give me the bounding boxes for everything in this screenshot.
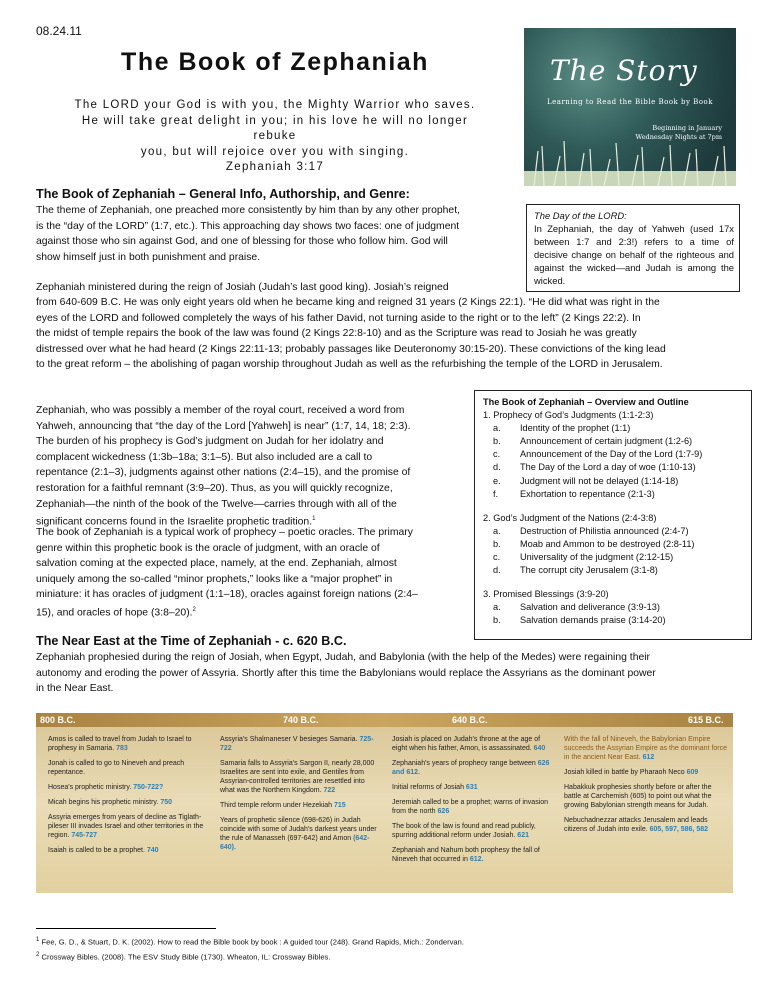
timeline-event [392, 846, 552, 864]
text-line: complacent wickedness (1:3b–18a; 3:1–5). But also included are a call to [36, 451, 373, 463]
footnote-text: Crossway Bibles. (2008). The ESV Study Bible (1730). Wheaton, IL: Crossway Bibles. [41, 952, 331, 962]
outline-section [483, 409, 743, 501]
text-line: repentance (2:1–3), judgments against other nations (2:4–15), and the promise of [36, 467, 411, 479]
text-line: salvation coming at the expected place, namely, at the end. Zephaniah, almost [36, 558, 397, 570]
timeline-event [220, 816, 380, 852]
event-date: 609 [686, 769, 699, 776]
outline-item [483, 601, 743, 614]
item-text: Identity of the prophet (1:1) [520, 423, 631, 434]
timeline-event [392, 822, 552, 840]
event-text: Habakkuk prophesies shortly before or after the battle at Carchemish (605) to point out what the growing Babylonian strength means for Judah. [564, 784, 712, 809]
timeline-year: 740 B.C. [283, 715, 319, 725]
outline-section [483, 588, 743, 627]
event-text: Josiah is placed on Judah's throne at the age of eight when his father, Amon, is assassinated. [392, 736, 541, 752]
outline-item [483, 448, 743, 461]
box-title: The Day of the LORD: [534, 210, 627, 221]
footnote-ref: 1 [312, 516, 316, 523]
item-letter: b. [493, 436, 501, 447]
item-letter: b. [493, 538, 501, 549]
timeline-event [48, 735, 206, 753]
item-letter: c. [493, 552, 501, 563]
event-text: Zephaniah and Nahum both prophesy the fall of Nineveh that occurred in [392, 847, 540, 863]
text-line: autonomy and eroding the power of Assyria. Shortly after this time the Babylonians would replace the Assyrians as the dominant power [36, 667, 656, 679]
event-date: 783 [116, 745, 128, 752]
event-date: 745-727 [71, 832, 98, 839]
text-line: eyes of the LORD and followed completely the ways of his father David, not turning aside to the right or to the left” (2 Kings 22:2). In [36, 312, 641, 324]
event-text: Initial reforms of Josiah [392, 784, 466, 791]
item-letter: c. [493, 449, 501, 460]
item-text: Announcement of certain judgment (1:2-6) [520, 436, 693, 447]
event-text: Amos is called to travel from Judah to Israel to prophesy in Samaria. [48, 736, 192, 752]
paragraph-josiah-first-line: Zephaniah ministered during the reign of Josiah (Judah’s last good king). Josiah’s reigned [36, 282, 449, 293]
timeline-event [564, 735, 728, 762]
text-line: from 640-609 B.C. He was only eight years old when he became king and reigned 31 years (2 Kings 22:1). “He did what was right in the [36, 297, 660, 308]
outline-item [483, 564, 743, 577]
paragraph-genre [36, 525, 464, 621]
timeline-column [48, 729, 206, 855]
event-date: 626 and 612. [392, 760, 550, 776]
event-date: 640 [533, 745, 546, 752]
event-date: 612 [642, 754, 655, 761]
event-text: The book of the law is found and read publicly, spurring additional reform under Josiah. [392, 823, 536, 839]
timeline-event [48, 813, 206, 840]
text-line: uniquely among the so-called “minor prophets,” looks like a “major prophet” in [36, 573, 393, 585]
item-text: Universality of the judgment (2:12-15) [520, 552, 674, 563]
item-text: Salvation and deliverance (3:9-13) [520, 602, 660, 613]
timeline-event [392, 783, 552, 792]
text-line: Yahweh, announcing that “the day of the Lord [Yahweh] is near” (1:7, 14, 18; 2:3). [36, 420, 411, 432]
footnote-ref: 2 [192, 606, 196, 613]
outline-section-label: 1. Prophecy of God’s Judgments (1:1-2:3) [483, 410, 654, 421]
item-text: Destruction of Philistia announced (2:4-7) [520, 525, 689, 536]
text-line: against those who sin against God, and one of blessing for those who follow him. God will [36, 236, 448, 248]
paragraph-theme [36, 203, 516, 265]
historical-timeline [36, 713, 733, 893]
timeline-event [220, 735, 380, 753]
cover-subtitle: Learning to Read the Bible Book by Book [547, 98, 713, 106]
event-date: 612. [469, 856, 484, 863]
item-text: Exhortation to repentance (2:1-3) [520, 488, 655, 499]
event-date: 750 [160, 799, 172, 806]
text-line [36, 603, 464, 621]
text-line: restoration for a faithful remnant (3:9–20). Thus, as you will quickly recognize, [36, 482, 393, 494]
item-text: Salvation demands praise (3:14-20) [520, 615, 666, 626]
item-text: The corrupt city Jerusalem (3:1-8) [520, 565, 658, 576]
section-heading-general-info: The Book of Zephaniah – General Info, Authorship, and Genre: [36, 187, 410, 201]
outline-section [483, 512, 743, 577]
text-line: The theme of Zephaniah, one preached more consistently by him than by any other prophet, [36, 205, 460, 216]
outline-item [483, 461, 743, 474]
item-letter: b. [493, 615, 501, 626]
event-text: Jeremiah called to be a prophet; warns of invasion from the north [392, 799, 549, 815]
outline-item [483, 538, 743, 551]
event-date: 621 [517, 832, 529, 839]
event-text: Samaria falls to Assyria's Sargon II, nearly 28,000 Israelites are sent into exile, and Gentiles from Assyrian-controlled territories are resettled into what was the Northern Kingdom. [220, 760, 375, 794]
event-text: Zephaniah's years of prophecy range between [392, 760, 538, 767]
timeline-event [48, 798, 206, 807]
footnotes [36, 934, 733, 963]
day-of-the-lord-box [526, 204, 740, 292]
footnote-text: Fee, G. D., & Stuart, D. K. (2002). How to read the Bible book by book : A guided tour (248). Grand Rapids, Mich.: Zondervan. [41, 937, 464, 947]
text-line: is the “day of the LORD” (1:7, etc.). This approaching day shows two faces: one of judgment [36, 220, 460, 232]
event-text: Nebuchadnezzar attacks Jerusalem and leads citizens of Judah into exile. [564, 817, 708, 833]
item-letter: a. [493, 602, 501, 613]
verse-line: you, but will rejoice over you with singing. [140, 145, 410, 158]
text-line: The burden of his prophecy is God’s judgment on Judah for her idolatry and [36, 436, 384, 448]
key-verse [60, 98, 490, 176]
event-date: (642-640). [220, 835, 370, 851]
event-date: 740 [146, 847, 159, 854]
box-body: In Zephaniah, the day of Yahweh (used 17x between 1:7 and 2:3!) refers to a time of decisive change on behalf of the righteous and against the wicked—and Judah is among the wicked. [534, 223, 734, 286]
event-text: Isaiah is called to be a prophet. [48, 847, 147, 854]
timeline-column [220, 729, 380, 852]
event-text: With the fall of Nineveh, the Babylonian Empire succeeds the Assyrian Empire as the dominant force in the ancient Near East. [564, 736, 728, 761]
timeline-column [564, 729, 728, 834]
text-line: show himself just in both punishment and praise. [36, 251, 261, 263]
outline-item [483, 422, 743, 435]
text-line: Zephaniah prophesied during the reign of Josiah, when Egypt, Judah, and Babylonia (with the help of the Medes) were regaining their [36, 652, 651, 663]
text-line: in the Near East. [36, 683, 114, 695]
timeline-event [48, 783, 206, 792]
timeline-event [564, 816, 728, 834]
event-date: 725-722 [220, 736, 374, 752]
footnote-number: 1 [36, 937, 40, 943]
timeline-event [564, 768, 728, 777]
outline-item [483, 488, 743, 501]
verse-line: The LORD your God is with you, the Mighty Warrior who saves. [74, 99, 476, 111]
timeline-event [48, 759, 206, 777]
paragraph-near-east [36, 650, 733, 697]
text-line: miniature: it has oracles of judgment (1:1–18), oracles against foreign nations (2:4– [36, 589, 418, 601]
item-text: Announcement of the Day of the Lord (1:7-9) [520, 449, 703, 460]
text-line: Zephaniah—the ninth of the book of the Twelve—carries through with all of the [36, 498, 397, 510]
cover-line1: Beginning in January [652, 124, 722, 132]
outline-section-label: 3. Promised Blessings (3:9-20) [483, 589, 609, 600]
event-text: Assyria emerges from years of decline as Tiglath-pileser III invades Israel and other territories in the region. [48, 814, 204, 839]
timeline-column [392, 729, 552, 864]
text-fragment: 15), and oracles of hope (3:8–20). [36, 607, 193, 619]
outline-item [483, 614, 743, 627]
event-text: Hosea's prophetic ministry. [48, 784, 134, 791]
outline-title: The Book of Zephaniah – Overview and Outline [483, 397, 689, 407]
text-line: The book of Zephaniah is a typical work of prophecy – poetic oracles. The primary [36, 527, 413, 538]
timeline-year: 640 B.C. [452, 715, 488, 725]
outline-item [483, 475, 743, 488]
outline-item [483, 551, 743, 564]
event-date: 715 [334, 802, 346, 809]
text-line: distressed over what he had heard (2 Kings 22:11-13; probably passages like Deuteronomy 30:15-20). These convictions of the king lead [36, 343, 666, 355]
timeline-header-bar [36, 713, 733, 727]
event-text: Assyria's Shalmaneser V besieges Samaria. [220, 736, 360, 743]
cover-title: The Story [550, 54, 698, 87]
timeline-event [220, 801, 380, 810]
footnote-number: 2 [36, 951, 40, 958]
footnote [36, 934, 733, 949]
event-date: 626 [437, 808, 450, 815]
verse-reference: Zephaniah 3:17 [225, 161, 325, 173]
text-line: genre within this prophetic book is the oracle of judgment, with an oracle of [36, 542, 380, 554]
timeline-event [48, 846, 206, 855]
paragraph-josiah [36, 295, 733, 373]
timeline-event [392, 798, 552, 816]
event-text: Third temple reform under Hezekiah [220, 802, 334, 809]
item-letter: f. [493, 488, 499, 499]
event-text: Years of prophetic silence (698-626) in Judah coincide with some of Judah's darkest years under the rule of Manasseh (697-642) and Amon [220, 817, 377, 842]
footnote [36, 949, 733, 964]
event-text: Micah begins his prophetic ministry. [48, 799, 161, 806]
item-text: Judgment will not be delayed (1:14-18) [520, 475, 679, 486]
event-date: 722 [323, 787, 336, 794]
text-line: Zephaniah, who was possibly a member of the royal court, received a word from [36, 405, 405, 416]
timeline-event [220, 759, 380, 795]
timeline-event [392, 759, 552, 777]
text-line: to the great reform – the abolishing of pagan worship throughout Judah as well as the refurbishing the temple of the LORD in Jerusalem. [36, 359, 663, 371]
footnote-divider [36, 928, 216, 929]
timeline-year: 800 B.C. [40, 715, 76, 725]
event-text: Jonah is called to go to Nineveh and preach repentance. [48, 760, 185, 776]
outline-item [483, 525, 743, 538]
section-heading-near-east: The Near East at the Time of Zephaniah - c. 620 B.C. [36, 634, 347, 648]
event-date: 631 [465, 784, 478, 791]
item-letter: e. [493, 475, 501, 486]
timeline-year: 615 B.C. [688, 715, 724, 725]
item-letter: a. [493, 423, 501, 434]
series-cover-image [524, 28, 736, 186]
paragraph-prophet [36, 403, 464, 530]
grass-graphic [524, 131, 736, 186]
outline-box [474, 390, 752, 640]
event-text: Josiah killed in battle by Pharaoh Neco [564, 769, 687, 776]
timeline-event [392, 735, 552, 753]
timeline-event [564, 783, 728, 810]
item-letter: a. [493, 525, 501, 536]
cover-line2: Wednesday Nights at 7pm [635, 133, 722, 141]
outline-section-label: 2. God’s Judgment of the Nations (2:4-3:8) [483, 512, 657, 523]
page-title: The Book of Zephaniah [121, 48, 429, 76]
text-line: the midst of temple repairs the book of the law was found (2 Kings 22:8-10) and as the Scripture was read to Josiah he was greatly [36, 328, 637, 340]
event-date: 605, 597, 586, 582 [649, 826, 708, 833]
item-text: Moab and Ammon to be destroyed (2:8-11) [520, 538, 695, 549]
verse-line: He will take great delight in you; in his love he will no longer rebuke [81, 114, 469, 142]
document-date: 08.24.11 [36, 24, 82, 38]
text-fragment: significant concerns found in the Israelite prophetic tradition. [36, 516, 313, 528]
outline-item [483, 435, 743, 448]
item-letter: d. [493, 565, 501, 576]
item-letter: d. [493, 462, 501, 473]
item-text: The Day of the Lord a day of woe (1:10-13) [520, 462, 696, 473]
event-date: 750-722? [133, 784, 164, 791]
